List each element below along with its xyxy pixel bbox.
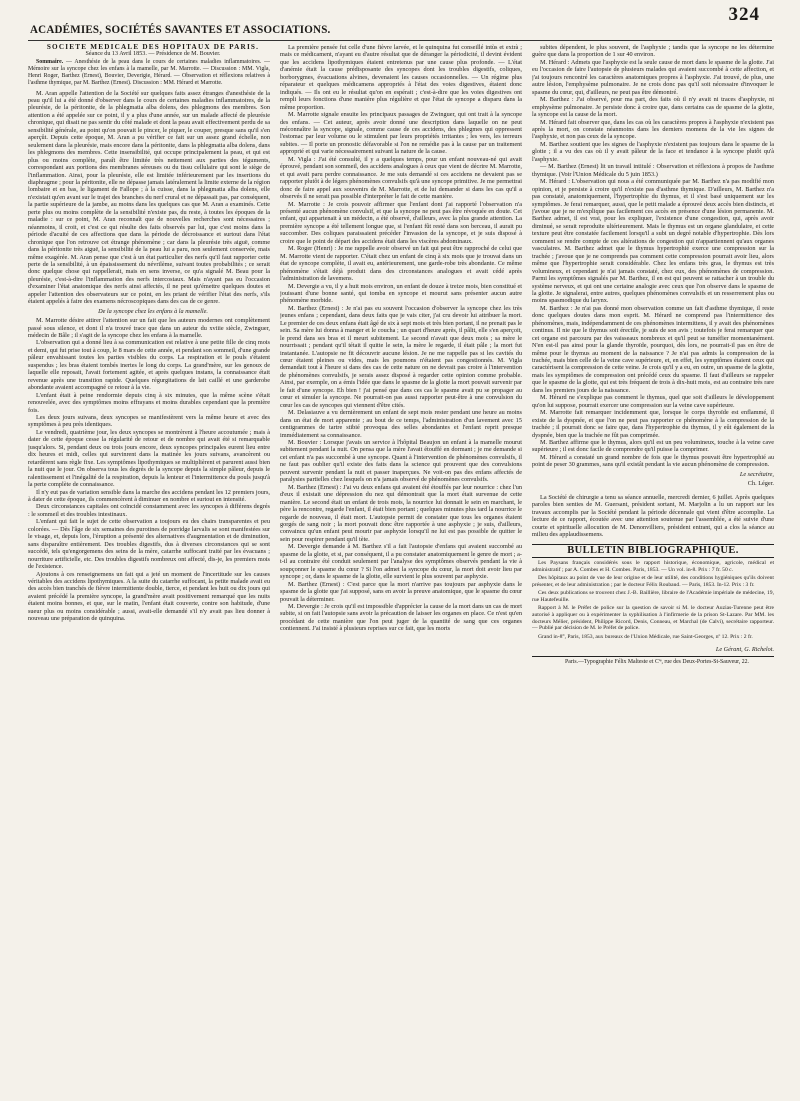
paragraph: M. Vigla : J'ai été consulté, il y a quelques temps, pour un enfant nouveau-né qui avait éprouvé, pendant son sommeil, des accidens analogues à ceux que vient de décrire M. Marrotte, et qui avait paru perdre connaissance. Je me suis demandé si ces accidens ne devaient pas se rapporter plutôt à de légers phénomènes convulsifs qu'à une syncope primitive. Je me permettrai donc de faire appel aux souvenirs de M. Marrotte, et de lui demander si dans les cas qu'il a observés il ne serait pas possible d'interpréter le fait de cette manière. <box>280 155 522 201</box>
article-columns <box>28 44 774 1096</box>
paragraph: Le vendredi, quatrième jour, les deux syncopes se montrèrent à l'heure accoutumée ; mais à dater de cette époque cesse la régularité de retour et de nombre qui avait été si remarquable jusqu'alors. Si, pendant deux ou trois jours encore, deux syncopes principales eurent lieu entre dix heures et midi, celles qui survinrent dans la matinée les jours suivans, avancèrent ou retardèrent sans règle fixe. Les symptômes lipothymiques se multiplièrent et parurent aussi bien la nuit que le jour. On observa tous les degrés de la syncope depuis la simple pâleur, depuis le ralentissement et l'inégalité de la respiration, depuis la lenteur et l'intermittence du pouls jusqu'à la perte complète de connaissance. <box>28 428 270 489</box>
paragraph: Les deux jours suivans, deux syncopes se manifestèrent vers la même heure et avec des symptômes à peu près identiques. <box>28 414 270 429</box>
paragraph: M. Marrotte : Je crois pouvoir affirmer que l'enfant dont j'ai rapporté l'observation n'a présenté aucun phénomène convulsif, et que la syncope ne peut pas être révoquée en doute. Cet enfant, qui appartenait à un médecin, a été observé, d'ailleurs, avec la plus grande attention. La première syncope a été tellement longue que, si l'enfant fût resté dans son berceau, il aurait pu succomber. Des coliques paraissaient précéder l'invasion de la syncope, et je suis disposé à croire que le point de départ des accidens était dans les viscères abdominaux. <box>280 200 522 245</box>
paragraph: M. Hérard fait observer que, dans les cas où les caractères propres à l'asphyxie n'existent pas après la mort, on constate néanmoins dans les derniers momens de la vie les signes de l'asphyxie, et non pas ceux de la syncope. <box>532 118 774 141</box>
paragraph: M. Hérard : Admets que l'asphyxie est la seule cause de mort dans le spasme de la glotte. J'ai eu l'occasion de faire l'autopsie de plusieurs malades qui avaient succombé à cette affection, et j'ai toujours rencontré les caractères anatomiques propres à l'asphyxie. J'ai trouvé, de plus, une autre lésion, l'emphysème pulmonaire. Je ne crois donc pas qu'il soit nécessaire d'invoquer le spasme du cœur, qui, d'ailleurs, ne peut pas être démontré. <box>532 58 774 96</box>
bibliography-title: BULLETIN BIBLIOGRAPHIQUE. <box>532 547 774 557</box>
paragraph: M. Marrotte fait remarquer incidemment que, lorsque le corps thyroïde est enflammé, il existe de la dyspnée, et que l'on ne peut pas rapporter ce phénomène à la compression de la trachée ; il pourrait donc se faire que, dans l'hypertrophie du thymus, il y eût également de la dyspnée, bien que la trachée ne fût pas comprimée. <box>532 409 774 439</box>
society-note: La Société de chirurgie a tenu sa séance annuelle, mercredi dernier, 6 juillet. Après quelques paroles bien senties de M. Guersant, président sortant, M. Marjolin a lu un rapport sur les travaux accomplis par la Société pendant la période décennale qui vient d'être accomplie. La lecture de ce rapport, écoutée avec une attention soutenue par l'assemblée, a été suivie d'une courte et spirituelle allocution de M. Denonvilliers, président entrant, qui a clos la séance au milieu des applaudissemens. <box>532 493 774 538</box>
paragraph: Il n'y eut pas de variation sensible dans la marche des accidens pendant les 12 premiers jours, à dater de cette époque, ils commencèrent à diminuer en nombre et surtout en intensité. <box>28 488 270 503</box>
secretary-name: Ch. Léger. <box>747 480 774 488</box>
paragraph: M. Bouvier : Lorsque j'avais un service à l'hôpital Beaujon un enfant à la mamelle mourut subitement pendant la nuit. On pensa que la mère l'avait étouffé en dormant ; je me demande si cet enfant n'a pas succombé à une syncope. Quant à l'intervention de phénomènes convulsifs, il ne faut pas oublier qu'il existe des faits dans la science qui prouvent que des convulsions peuvent survenir pendant la nuit et passer inaperçues. Ne voit-on pas des enfans affectés de paralysies partielles chez lesquels on n'a jamais observé de phénomènes convulsifs. <box>280 439 522 484</box>
paragraph: M. Barthez : Je n'ai pas donné mon observation comme un fait d'asthme thymique, il reste donc quelques doutes dans mon esprit. M. Hérard ne comprend pas l'intermittence des phénomènes, mais, indépendamment de ces phénomènes intermittens, il y avait des phénomènes continus. Il nie que le thymus soit érectile, je suis de son avis ; toutefois je ferai remarquer que cet organe est parcouru par des vaisseaux nombreux et qu'il peut se tuméfier momentanément. N'en est-il pas ainsi pour la glande thyroïde, pourquoi, dès lors, ne pourrait-il pas en être de même pour le thymus au moment de la naissance ? Je n'ai pas admis la compression de la trachée, mais bien celle de la veine cave supérieure, et, en effet, les symptômes étaient ceux qui caractérisent la compression de cette veine. Je crois qu'il y a eu, en outre, un spasme de la glotte, mais les symptômes de compression ont précédé ceux du spasme. Il faut d'ailleurs se rappeler que le spasme de la glotte, qui est très fréquent de trois à dix-huit mois, est au contraire très rare dans les premiers jours de la naissance. <box>532 304 774 394</box>
column-3-paragraphs <box>532 44 774 469</box>
paragraph: M. Hérard : L'observation qui nous a été communiquée par M. Barthez n'a pas modifié mon opinion, et je persiste à croire qu'il n'existe pas d'asthme thymique. D'ailleurs, M. Barthez n'a pas constaté, anatomiquement, l'hypertrophie du thymus, et il s'est basé uniquement sur les symptômes. Je ferai remarquer, aussi, que le petit malade a éprouvé deux accès bien distincts, et j'avoue que je ne m'explique pas facilement ces accès en présence d'une lésion permanente. M. Barthez admet, il est vrai, pour les expliquer, l'existence d'une congestion, qui, après avoir diminué, se serait reproduite ultérieurement. Mais le thymus est un organe glandulaire, et cette texture peut être constatée facilement lorsqu'il a subi un degré notable d'hypertrophie. Dès lors comment se rendre compte de ces altérations de congestion qui n'appartiennent qu'aux organes vasculaires. M. Barthez admet que le thymus hypertrophié exerce une compression sur la trachée ; j'avoue que je ne comprends pas comment cette compression pourrait avoir lieu, alors même que l'hypertrophie serait considérable. Chez les enfans très gras, le thymus est très volumineux, et cependant je n'ai jamais constaté, chez eux, des phénomènes de compression. Parmi les symptômes signalés par M. Barthez, il en est qui peuvent se rattacher à un trouble du système nerveux, et qui ont une certaine analogie avec ceux que l'on observe dans le spasme de la glotte. Je signalerai, entre autres, quelques phénomènes convulsifs et un resserrement plus ou moins spasmodique du larynx. <box>532 178 774 305</box>
column-1 <box>28 44 270 1096</box>
bibliography-item: Ces deux publications se trouvent chez J.-B. Baillière, libraire de l'Académie impériale de médecine, 19, rue Hautefeuille. <box>532 590 774 603</box>
paragraph: M. Barthez soutient que les signes de l'asphyxie n'existent pas toujours dans le spasme de la glotte ; il a vu des cas où il y avait pâleur de la face et tendance à la syncope plutôt qu'à l'asphyxie. <box>532 140 774 163</box>
society-title: SOCIÉTÉ MÉDICALE DES HOPITAUX DE PARIS. <box>46 44 260 51</box>
paragraph: L'enfant qui fait le sujet de cette observation a toujours eu des chairs transparentes et peu colorées. — Dès l'âge de six semaines des purotines de porridge larvalis se sont manifestées sur le visage, et, depuis lors, l'éruption a présenté des alternatives d'augmentation et de diminution, sans disparaître entièrement. Des troubles digestifs, dus à diverses circonstances qui se sont succédé, tels qu'engorgemens des seins de la mère, catarrhe suffocant traité par les évacuans ; nourriture artificielle, etc. Des troubles digestifs nombreux ont affecté, dis-je, les premiers mois de l'existence. <box>28 518 270 571</box>
footer-rule <box>532 656 774 657</box>
paragraph: M. Barthez (Ernest) : C'est parce que la mort n'arrive pas toujours par asphyxie dans le spasme de la glotte que j'ai supposé, sans en avoir la preuve anatomique, que le spasme du cœur pouvait la déterminer. <box>280 580 522 603</box>
page-number: 324 <box>728 4 760 25</box>
paragraph: M. Barthez affirme que le thymus, alors qu'il est un peu volumineux, touche à la veine cave supérieure ; il est donc facile de comprendre qu'il puisse la comprimer. <box>532 439 774 454</box>
summary-label: Sommaire. <box>36 58 64 65</box>
paragraph: M. Marrotte désire attirer l'attention sur un fait que les auteurs modernes ont complètement passé sous silence, et dont il n'a trouvé trace que dans un auteur du xviiie siècle, Zwinguer, médecin de Bâle ; il s'agit de la syncope chez les enfans à la mamelle. <box>28 317 270 340</box>
printer-line: Paris.—Typographie Félix Malteste et Cⁱᵉ, rue des Deux-Portes-St-Sauveur, 22. <box>565 658 749 665</box>
column-2 <box>280 44 522 1096</box>
bibliography-item: Des hôpitaux au point de vue de leur origine et de leur utilité, des conditions hygiéniques qu'ils doivent présenter, et de leur administration ; par le docteur Félix Roubaud. — Paris, 1853. In-12. Prix : 3 fr. <box>532 575 774 588</box>
paragraph: M. Aran appelle l'attention de la Société sur quelques faits assez étranges d'anesthésie de la peau qu'il lui a été donné d'observer dans le cours de certaines maladies inflammatoires, de la pleurésie, de la péritonite, de la phlegmatia alba dolens, des phlegmons des membres. Son attention a été appelée sur ce point, il y a plus d'une année, sur un malade affecté de pleurésie chronique, qui disait ne pas sentir du côté malade et dont la peau avait effectivement perdu de sa sensibilité générale, au point qu'on pouvait le pincer, le piquer, le couper, presque sans qu'il s'en aperçût. Depuis cette époque, M. Aran a pu vérifier ce fait sur un assez grand échelle, non seulement dans la pleurésie, mais encore dans la péritonite, dans la phlegmatia alba dolens, dans les phlegmons des membres. Cette insensibilité, qui occupe principalement la peau, et qui est plus ou moins complète, paraît être limitée très nettement aux parties des téguments, correspondant aux portions des membranes séreuses ou du tissu cellulaire qui sont le siège de l'inflammation. Ainsi, pour la pleurésie, elle est limitée inférieurement par les insertions du diaphragme ; pour la péritonite, elle ne dépasse jamais latéralement la limite externe de la région lombaire et en bas, le ligament de Fallope ; à la cuisse, dans la phlegmatia alba dolens, elle n'existait qu'en avant sur le trajet des branches du nerf crural et ne dépassait pas, par conséquent, la partie supérieure de la jambe, au moins dans les quelques cas que M. Aran a examinés. Cette perte plus ou moins complète de la sensibilité n'existe pas, du reste, à toutes les époques de la maladie : sur ce point, M. Aran reconnaît que de nouvelles recherches sont nécessaires ; néanmoins, il croit, et c'est ce qui résulte des faits observés par lui, que c'est moins dans la période d'acuité de ces affections que dans la période de décroissance et surtout dans l'état chronique que l'on retrouve cet étrange phénomène ; car dans la pleurésie très aiguë, comme dans la péritonite très aiguë, la sensibilité de la peau lui a paru, non seulement conservée, mais même exagérée. M. Aran pense que c'est à un état particulier des nerfs qu'il faut rapporter cette perte de la sensibilité, à un épaississement du névrilème, suivant toutes probabilités ; ce serait donc quelque chose qui rappellerait, mais en sens inverse, ce qu'a signalé M. Beau pour la pleurésie, c'est-à-dire l'inflammation des nerfs intercostaux. Mais n'ayant pas eu l'occasion d'examiner l'état anatomique des nerfs ainsi affectés, il ne peut qu'émettre quelques doutes et appeler l'attention des observateurs sur ce point, en les priant de vérifier l'état des nerfs, s'ils étaient appelés à faire des examens nécroscopiques dans des cas de ce genre. <box>28 89 270 306</box>
secretary-label: Le secrétaire, <box>739 470 774 478</box>
paragraph: M. Hérard a constaté un grand nombre de fois que le thymus pouvait être hypertrophié au point de peser 30 grammes, sans qu'il existât pendant la vie aucun phénomène de compression. <box>532 453 774 469</box>
bibliography-item: Les Paysans français considérés sous le rapport historique, économique, agricole, médical et administratif ; par A. Combes et H. Combes. Paris, 1853. — Un vol. in-8. Prix : 7 fr. 50 c. <box>532 559 774 573</box>
paragraph: M. Hérard ne s'explique pas comment le thymus, quel que soit d'ailleurs le développement qu'on lui suppose, pourrait exercer une compression sur la veine cave supérieure. <box>532 394 774 409</box>
column-1-paragraphs-b <box>28 317 270 623</box>
paragraph: M. Barthez : J'ai observé, pour ma part, des faits où il n'y avait ni traces d'asphyxie, ni emphysème pulmonaire. Je persiste donc à croire que, dans certains cas de spasme de la glotte, la syncope est la cause de la mort. <box>532 96 774 119</box>
session-line: Séance du 13 Avril 1853. — Présidence de M. Bouvier. <box>85 51 221 58</box>
paragraph: L'enfant était à peine rendormie depuis cinq à six minutes, que la même scène s'était renouvelée, avec des symptômes moins effrayans et moins durables cependant que la première fois. <box>28 391 270 414</box>
paragraph: M. Devergie demande à M. Barthez s'il a fait l'autopsie d'enfans qui avaient succombé au spasme de la glotte, et si, par conséquent, il a pu constater anatomiquement le genre de mort ; a-t-il au contraire été conduit seulement par l'analyse des symptômes observés pendant la vie à soupçonner le spasme du cœur ? Si l'on admet la syncope du cœur, la mort doit avoir lieu par syncope ; or, dans le spasme de la glotte, elle survient le plus souvent par asphyxie. <box>280 543 522 581</box>
section-header: ACADÉMIES, SOCIÉTÉS SAVANTES ET ASSOCIATIONS. <box>30 24 331 36</box>
paragraph: M. Devergie : Je crois qu'il est impossible d'apprécier la cause de la mort dans un cas de mort subite, si on fait l'autopsie sans avoir la précaution de laisser les organes en place. Ce n'est qu'en procédant de cette manière que l'on peut juger de la quantité de sang que ces organes contiennent. J'ai insisté à plusieurs reprises sur ce fait, que les morts <box>280 602 522 633</box>
subhead-syncope: De la syncope chez les enfans à la mamelle. <box>98 307 208 315</box>
paragraph: subites dépendent, le plus souvent, de l'asphyxie ; tandis que la syncope ne les détermine guère que dans la proportion de 1 sur 40 environ. <box>532 44 774 59</box>
header-rule <box>28 40 772 41</box>
column-3 <box>532 44 774 1096</box>
paragraph: M. Barthez (Ernest) : Je n'ai pas eu souvent l'occasion d'observer la syncope chez les très jeunes enfans ; cependant, dans deux faits que je vais citer, j'ai cru devoir lui attribuer la mort. Le premier de ces deux enfans était âgé de six à sept mois et très bien portant, il ne prenait pas le sein. Sa mère lui donna à manger et le coucha ; un quart d'heure après, il pâlit, elle s'en aperçoit, le prend dans ses bras et il meurt subitement. Le second n'avait que deux mois ; sa mère le nourrissait ; pendant qu'il tétait il quitte le sein, la mère le regarde, il était pâle ; la mort fut instantanée. L'autopsie ne fit découvrir aucune lésion. Je ne me rappelle pas si les cavités du cœur étaient pleines ou vides, mais les poumons n'étaient pas congestionnés. M. Vigla demandait tout à l'heure si dans des cas de cette nature on ne devrait pas croire à l'intervention de phénomènes convulsifs, je serais assez disposé à regarder cette opinion comme probable. Ainsi, par exemple, on a émis l'idée que dans le spasme de la glotte la mort pouvait survenir par le fait d'une syncope. Eh bien ! j'ai pensé que dans ces cas le spasme avait pu se propager au cœur et simuler la syncope. Ne pourrait-on pas aussi rapporter peut-être à une convulsion du cœur les cas de syncopes qui viennent d'être cités. <box>280 304 522 409</box>
paragraph: Ajoutons à ces renseignemens un fait qui a jeté un moment de l'incertitude sur les causes véritables des accidens lipothymiques. A la suite du catarrhe suffocant, la petite malade avait eu des accès bien tranchés de fièvre intermittente double, tierce, et pendant les huit ou dix jours qui avaient précédé la première syncope, la grand'mère avait positivement remarqué que les nuits étaient moins bonnes, et que, sur le matin, l'enfant était couverte, contre son habitude, d'une sueur plus ou moins considérable ; aussi, avait-elle demandé s'il n'y avait pas lieu donner à nouveau une préparation de quinquina. <box>28 570 270 623</box>
column-1-paragraphs <box>28 90 270 306</box>
paragraph: M. Marrotte signale ensuite les principaux passages de Zwinguer, qui ont trait à la syncope des enfans. — Cet auteur, après avoir donné une description dans laquelle on ne peut méconnaître la syncope, signale, comme cause de ces accidens, des phlegmes qui oppressent l'estomac par leur volume ou le stimulent par leurs propriétés irritantes ; les vers, les terreurs subites. — Il porte un pronostic défavorable si l'on ne remédie pas à la cause par un traitement approprié et qui varie nécessairement suivant la nature de la cause. <box>280 111 522 156</box>
bibliography-item: Grand in-8°, Paris, 1853, aux bureaux de l'Union Médicale, rue Saint-Georges, nº 12. Prix : 2 fr. <box>538 633 753 640</box>
summary-text: — Anesthésie de la peau dans le cours de certaines maladies inflammatoires. — Mémoire sur la syncope chez les enfans à la mamelle, par M. Marrotte. — Discussion : MM. Vigla, Henri Roger, Barthez (Ernest), Bouvier, Deverigie, Hérard. — Observation et réflexions relatives à l'asthme thymique, par M. Barthez (Ernest). Discussion : MM. Hérard et Marrotte. <box>28 58 270 86</box>
bibliography-list <box>532 560 774 641</box>
paragraph: M. Roger (Henri) : Je me rappelle avoir observé un fait qui peut être rapproché de celui que M. Marrotte vient de rapporter. C'était chez un enfant de cinq à six mois que je trouvai dans un état de syncope complète, il avait eu, antérieurement, une garde-robe très abondante. Ce même phénomène s'était déjà produit dans des circonstances analogues et avait cédé après l'administration de lavemens. <box>280 245 522 283</box>
paragraph: Deux circonstances capitales ont coïncidé constamment avec les syncopes à différens degrés : le sommeil et des troubles intestinaux. <box>28 503 270 518</box>
gerant-signature: Le Gérant, G. Richelot. <box>715 646 774 654</box>
column-2-paragraphs <box>280 44 522 633</box>
paragraph: M. Barthez (Ernest) : J'ai vu deux enfans qui avaient été étouffés par leur nourrice : chez l'un d'eux il existait une dépression du nez qui démontrait que la mort était survenue de cette manière. Le second était un enfant de trois mois, la nourrice lui donnait le sein en marchant, le père la rencontre, regarde l'enfant, il était bien portant ; quelques minutes plus tard la nourrice le regarde de nouveau, il était mort. L'autopsie permit de constater que tous les organes étaient gorgés de sang noir ; la mort pouvait donc être rapportée à une asphyxie ; je suis, d'ailleurs, convaincu qu'un enfant peut mourir par asphyxie lorsqu'il ne lui est pas possible de quitter le sein pour respirer pendant qu'il tète. <box>280 483 522 543</box>
summary <box>28 59 270 87</box>
paragraph: M. Devergie a vu, il y a huit mois environ, un enfant de douze à treize mois, bien constitué et jouissant d'une bonne santé, qui tomba en syncope et mourut sans présenter aucun autre phénomène morbide. <box>280 282 522 305</box>
paragraph: — M. Barthez (Ernest) lit un travail intitulé : Observation et réflexions à propos de l'asthme thymique. (Voir l'Union Médicale du 5 juin 1853.) <box>532 163 774 178</box>
paragraph: L'observation qui a donné lieu à sa communication est relative à une petite fille de cinq mois et demi, qui fut prise tout à coup, le 8 mars de cette année, et pendant son sommeil, d'une grande pâleur envahissant toutes les parties visibles du corps. La respiration et le pouls s'étaient suspendus ; les bras étaient tombés inertes le long du corps. La grand'mère, sur les genoux de laquelle elle reposait, l'avait fortement agitée, et après quelques instans, la connaissance était revenue après une transition rapide. Quelques régurgitations de lait caillé et une garderobe abondante avaient accompagné ce retour à la vie. <box>28 339 270 392</box>
paragraph: M. Delasiauve a vu dernièrement un enfant de sept mois rester pendant une heure au moins dans un état de mort apparente ; au bout de ce temps, l'administration d'un lavement avec 15 centigrammes de tartre stibié provoqua des selles abondantes et l'enfant reprit presque immédiatement sa connaissance. <box>280 409 522 439</box>
bibliography-item: Rapport à M. le Préfet de police sur la question de savoir si M. le docteur Auzias-Turenne peut être autorisé à appliquer ou à expérimenter la syphilisation à l'infirmerie de la prison St-Lazare. Par MM. les docteurs Mélier, président, Philippe Ricord, Denis, Conneau, et Marchal (de Calvi), secrétaire rapporteur. — Publié par décision de M. le Préfet de police. <box>532 605 774 632</box>
paragraph: La première pensée fut celle d'une fièvre larvée, et le quinquina fut conseillé intùs et extrà ; mais ce médicament, n'ayant eu d'autre résultat que de déranger la périodicité, il devint évident que les accidens lipothymiques étaient entretenus par une cause plus profonde. — L'état d'anémie était la cause prédisposante des syncopes dont les troubles digestifs, coliques, borborygmes, évacuations alvines, devenaient les causes occasionnelles. — Un régime plus réparateur et quelques médicamens appropriés à l'état des voies digestives, étaient donc indiqués. — Ils ont eu le résultat qu'on en espérait ; c'est-à-dire que les voies digestives ont rempli leurs fonctions d'une manière plus régulière et que l'état de syncope a disparu dans la même proportion. <box>280 44 522 111</box>
